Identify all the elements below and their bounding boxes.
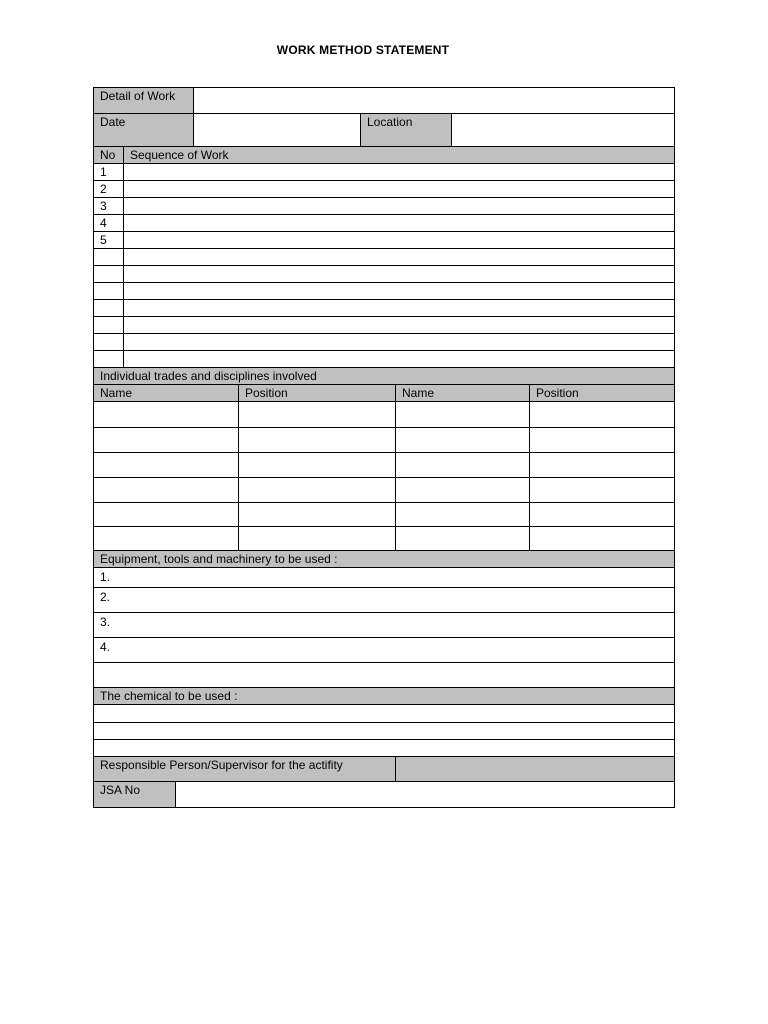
trades-columns-row: [94, 385, 674, 402]
document-title: WORK METHOD STATEMENT: [276, 43, 450, 57]
sequence-row: [94, 334, 674, 351]
equipment-row[interactable]: [94, 638, 674, 663]
trades-name-field[interactable]: [94, 503, 239, 526]
sequence-number: [94, 317, 124, 333]
sequence-number: 5: [94, 232, 124, 248]
sequence-row: [94, 198, 674, 215]
detail-label: Detail of Work: [94, 88, 194, 113]
trades-rows: [94, 402, 674, 551]
trades-name-field[interactable]: [396, 453, 530, 477]
date-location-row: [94, 114, 674, 147]
equipment-row[interactable]: [94, 568, 674, 588]
sequence-number: [94, 300, 124, 316]
equipment-item: 4.: [100, 640, 111, 654]
sequence-number: [94, 249, 124, 265]
detail-row: [94, 88, 674, 114]
equipment-item: 1.: [100, 570, 111, 584]
sequence-step-field[interactable]: [124, 334, 674, 350]
sequence-step-field[interactable]: [124, 283, 674, 299]
equipment-header: Equipment, tools and machinery to be used :: [94, 551, 674, 568]
equipment-item: [94, 663, 674, 687]
date-field[interactable]: [194, 114, 361, 146]
trades-row: [94, 503, 674, 527]
no-column-header: No: [94, 147, 124, 163]
jsa-field[interactable]: [176, 782, 674, 807]
trades-position-field[interactable]: [239, 478, 396, 502]
sequence-row: [94, 215, 674, 232]
jsa-row: [94, 782, 674, 807]
sequence-row: [94, 181, 674, 198]
trades-name-field[interactable]: [396, 402, 530, 427]
sequence-step-field[interactable]: [124, 351, 674, 367]
detail-field[interactable]: [194, 88, 674, 113]
trades-position-field[interactable]: [239, 527, 396, 550]
sequence-step-field[interactable]: [124, 300, 674, 316]
responsible-label: Responsible Person/Supervisor for the actifity: [94, 757, 396, 781]
trades-row: [94, 478, 674, 503]
responsible-row: [94, 757, 674, 782]
trades-row: [94, 527, 674, 551]
trades-name-field[interactable]: [396, 503, 530, 526]
responsible-field[interactable]: [396, 757, 674, 781]
trades-name-field[interactable]: [94, 428, 239, 452]
equipment-rows: [94, 568, 674, 688]
trades-col-position-1: Position: [239, 385, 396, 401]
trades-row: [94, 402, 674, 428]
chemical-row[interactable]: [94, 723, 674, 740]
trades-col-position-2: Position: [536, 386, 579, 400]
equipment-row[interactable]: [94, 588, 674, 613]
trades-row: [94, 428, 674, 453]
sequence-number: [94, 351, 124, 367]
trades-name-field[interactable]: [396, 527, 530, 550]
trades-position-field[interactable]: [239, 402, 396, 427]
trades-name-field[interactable]: [94, 402, 239, 427]
sequence-column-header: Sequence of Work: [130, 148, 229, 162]
trades-col-name-1: Name: [94, 385, 239, 401]
sequence-row: [94, 266, 674, 283]
sequence-number: [94, 334, 124, 350]
trades-header: Individual trades and disciplines involved: [94, 368, 674, 385]
date-label: Date: [94, 114, 194, 146]
sequence-row: [94, 232, 674, 249]
sequence-number: 1: [94, 164, 124, 180]
equipment-item: 2.: [100, 590, 111, 604]
sequence-row: [94, 164, 674, 181]
trades-position-field[interactable]: [239, 428, 396, 452]
sequence-number: 2: [94, 181, 124, 197]
sequence-step-field[interactable]: [124, 198, 674, 214]
chemical-row[interactable]: [94, 740, 674, 757]
sequence-row: [94, 317, 674, 334]
sequence-row: [94, 300, 674, 317]
location-label: Location: [361, 114, 452, 146]
sequence-step-field[interactable]: [124, 266, 674, 282]
trades-position-field[interactable]: [530, 453, 674, 477]
equipment-row[interactable]: [94, 663, 674, 688]
sequence-row: [94, 249, 674, 266]
sequence-step-field[interactable]: [124, 164, 674, 180]
trades-name-field[interactable]: [94, 453, 239, 477]
sequence-header: [94, 147, 674, 164]
sequence-step-field[interactable]: [124, 317, 674, 333]
trades-name-field[interactable]: [396, 428, 530, 452]
jsa-label: JSA No: [94, 782, 176, 807]
sequence-number: [94, 283, 124, 299]
sequence-step-field[interactable]: [124, 249, 674, 265]
sequence-rows: [94, 164, 674, 368]
trades-position-field[interactable]: [239, 453, 396, 477]
equipment-item: 3.: [100, 615, 111, 629]
sequence-number: [94, 266, 124, 282]
equipment-row[interactable]: [94, 613, 674, 638]
chemical-row[interactable]: [94, 705, 674, 723]
sequence-row: [94, 351, 674, 368]
chemical-header: The chemical to be used :: [94, 688, 674, 705]
trades-position-field[interactable]: [239, 503, 396, 526]
sequence-number: 3: [94, 198, 124, 214]
trades-name-field[interactable]: [94, 527, 239, 550]
trades-name-field[interactable]: [94, 478, 239, 502]
sequence-number: 4: [94, 215, 124, 231]
trades-position-field[interactable]: [530, 428, 674, 452]
trades-position-field[interactable]: [530, 503, 674, 526]
sequence-step-field[interactable]: [124, 181, 674, 197]
trades-position-field[interactable]: [530, 402, 674, 427]
sequence-step-field[interactable]: [124, 232, 674, 248]
sequence-step-field[interactable]: [124, 215, 674, 231]
trades-row: [94, 453, 674, 478]
location-field[interactable]: [452, 114, 674, 146]
trades-name-field[interactable]: [396, 478, 530, 502]
trades-position-field[interactable]: [530, 478, 674, 502]
work-method-form: [93, 87, 675, 808]
trades-col-name-2: Name: [396, 385, 530, 401]
sequence-row: [94, 283, 674, 300]
trades-position-field[interactable]: [530, 527, 674, 550]
